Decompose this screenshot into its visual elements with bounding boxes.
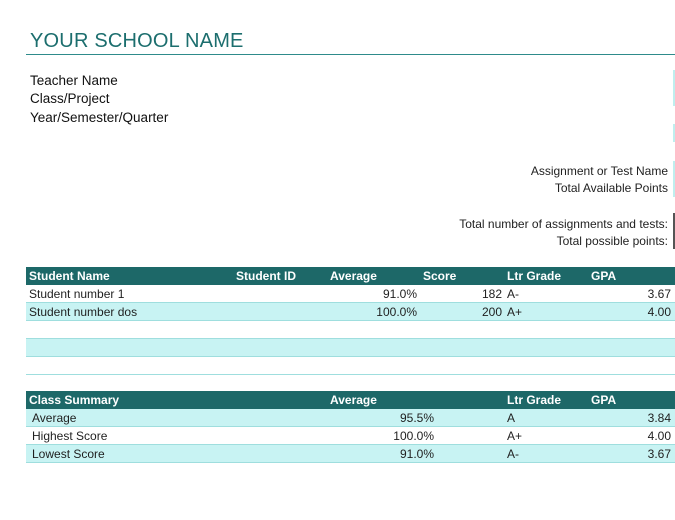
summary-gpa-cell[interactable]: 4.00 bbox=[647, 429, 671, 443]
summary-gpa-cell[interactable]: 3.84 bbox=[647, 411, 671, 425]
table-row[interactable] bbox=[26, 285, 675, 303]
summary-row-highest[interactable] bbox=[26, 427, 675, 445]
gpa-cell[interactable]: 4.00 bbox=[647, 305, 671, 319]
col-student-name[interactable]: Student Name bbox=[29, 269, 110, 283]
col-letter-grade[interactable]: Ltr Grade bbox=[507, 269, 562, 283]
col-summary-letter-grade[interactable]: Ltr Grade bbox=[507, 393, 562, 407]
class-project-label: Class/Project bbox=[30, 91, 110, 106]
col-summary-average[interactable]: Average bbox=[330, 393, 377, 407]
school-name-title[interactable]: YOUR SCHOOL NAME bbox=[30, 30, 244, 52]
score-cell[interactable]: 200 bbox=[481, 305, 502, 319]
title-divider bbox=[26, 54, 675, 55]
summary-row-average[interactable] bbox=[26, 409, 675, 427]
assignment-count-label: Total number of assignments and tests: bbox=[459, 217, 668, 231]
col-gpa[interactable]: GPA bbox=[591, 269, 617, 283]
student-table-header bbox=[26, 267, 675, 285]
assignment-name-label: Assignment or Test Name bbox=[530, 164, 668, 178]
summary-label-cell[interactable]: Average bbox=[32, 411, 77, 425]
col-summary-gpa[interactable]: GPA bbox=[591, 393, 617, 407]
letter-grade-cell[interactable]: A+ bbox=[507, 305, 523, 319]
summary-letter-cell[interactable]: A- bbox=[507, 447, 519, 461]
summary-gpa-cell[interactable]: 3.67 bbox=[647, 447, 671, 461]
student-name-cell[interactable]: Student number 1 bbox=[29, 287, 125, 301]
available-points-label: Total Available Points bbox=[554, 181, 668, 195]
col-class-summary[interactable]: Class Summary bbox=[29, 393, 120, 407]
possible-points-label: Total possible points: bbox=[556, 234, 668, 248]
summary-letter-cell[interactable]: A bbox=[507, 411, 516, 425]
summary-average-cell[interactable]: 91.0% bbox=[399, 447, 434, 461]
col-average[interactable]: Average bbox=[330, 269, 377, 283]
summary-table-header bbox=[26, 391, 675, 409]
summary-label-cell[interactable]: Highest Score bbox=[32, 429, 108, 443]
summary-average-cell[interactable]: 95.5% bbox=[399, 411, 434, 425]
summary-label-cell[interactable]: Lowest Score bbox=[32, 447, 105, 461]
summary-row-lowest[interactable] bbox=[26, 445, 675, 463]
student-grades-table bbox=[26, 267, 675, 375]
average-cell[interactable]: 100.0% bbox=[376, 305, 417, 319]
term-label: Year/Semester/Quarter bbox=[30, 110, 169, 125]
table-row[interactable] bbox=[26, 321, 675, 339]
table-row[interactable] bbox=[26, 339, 675, 357]
table-row[interactable] bbox=[26, 357, 675, 375]
score-cell[interactable]: 182 bbox=[481, 287, 502, 301]
teacher-name-label: Teacher Name bbox=[30, 73, 118, 88]
student-name-cell[interactable]: Student number dos bbox=[29, 305, 138, 319]
letter-grade-cell[interactable]: A- bbox=[507, 287, 519, 301]
gpa-cell[interactable]: 3.67 bbox=[647, 287, 671, 301]
summary-average-cell[interactable]: 100.0% bbox=[393, 429, 434, 443]
col-score[interactable]: Score bbox=[423, 269, 457, 283]
average-cell[interactable]: 91.0% bbox=[382, 287, 417, 301]
table-row[interactable] bbox=[26, 303, 675, 321]
summary-letter-cell[interactable]: A+ bbox=[507, 429, 523, 443]
col-student-id[interactable]: Student ID bbox=[236, 269, 296, 283]
class-summary-table bbox=[26, 391, 675, 463]
